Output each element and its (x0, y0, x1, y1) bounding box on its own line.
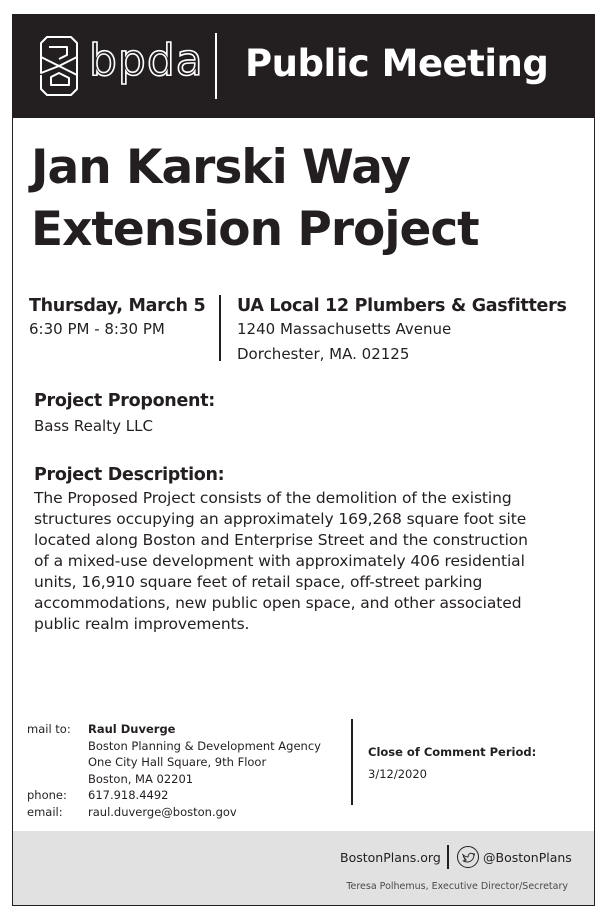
comment-period-label: Close of Comment Period: (368, 745, 537, 759)
contact-org: Boston Planning & Development Agency (88, 738, 321, 753)
meeting-street: 1240 Massachusetts Avenue (237, 320, 452, 338)
bpda-logo-icon (37, 33, 81, 99)
meeting-city: Dorchester, MA. 02125 (237, 345, 410, 363)
project-title-line-1: Jan Karski Way (31, 140, 411, 195)
comment-period-date: 3/12/2020 (368, 767, 427, 781)
contact-address-1: One City Hall Square, 9th Floor (88, 755, 267, 769)
description-line: public realm improvements. (34, 615, 250, 633)
contact-name: Raul Duverge (88, 722, 176, 736)
meeting-when (29, 295, 209, 342)
footer-website: BostonPlans.org (340, 850, 441, 865)
footer-divider (447, 845, 449, 869)
proponent-value: Bass Realty LLC (34, 417, 153, 435)
meeting-where (237, 295, 587, 367)
description-body (34, 488, 579, 635)
footer-bar (13, 831, 594, 905)
contact-divider (351, 719, 353, 805)
bpda-logo-text: bpda (89, 35, 204, 86)
header-bar (13, 15, 594, 118)
description-heading: Project Description: (34, 465, 225, 485)
twitter-icon (457, 846, 479, 868)
description-line: units, 16,910 square feet of retail space, off-street parking (34, 573, 483, 591)
contact-address-2: Boston, MA 02201 (88, 771, 194, 786)
description-line: structures occupying an approximately 169,268 square foot site (34, 510, 527, 528)
email-label: email: (27, 804, 63, 819)
when-where-divider (219, 295, 221, 361)
project-title-line-2: Extension Project (31, 202, 479, 257)
mail-label: mail to: (27, 722, 71, 736)
meeting-time: 6:30 PM - 8:30 PM (29, 320, 165, 338)
flyer (12, 14, 595, 906)
description-line: of a mixed-use development with approximately 406 residential (34, 552, 525, 570)
proponent-heading: Project Proponent: (34, 391, 215, 411)
meeting-venue: UA Local 12 Plumbers & Gasfitters (237, 296, 567, 316)
description-line: accommodations, new public open space, and other associated (34, 594, 522, 612)
header-divider (215, 33, 217, 99)
contact-email: raul.duverge@boston.gov (88, 804, 237, 819)
description-line: located along Boston and Enterprise Street and the construction (34, 531, 528, 549)
contact-block (27, 721, 357, 820)
header-title: Public Meeting (245, 42, 549, 85)
contact-phone: 617.918.4492 (88, 788, 169, 802)
description-line: The Proposed Project consists of the demolition of the existing (34, 489, 512, 507)
project-title (31, 137, 581, 261)
phone-label: phone: (27, 788, 67, 802)
footer-twitter-handle: @BostonPlans (483, 850, 572, 865)
footer-director: Teresa Polhemus, Executive Director/Secretary (346, 881, 568, 892)
meeting-date: Thursday, March 5 (29, 296, 206, 316)
